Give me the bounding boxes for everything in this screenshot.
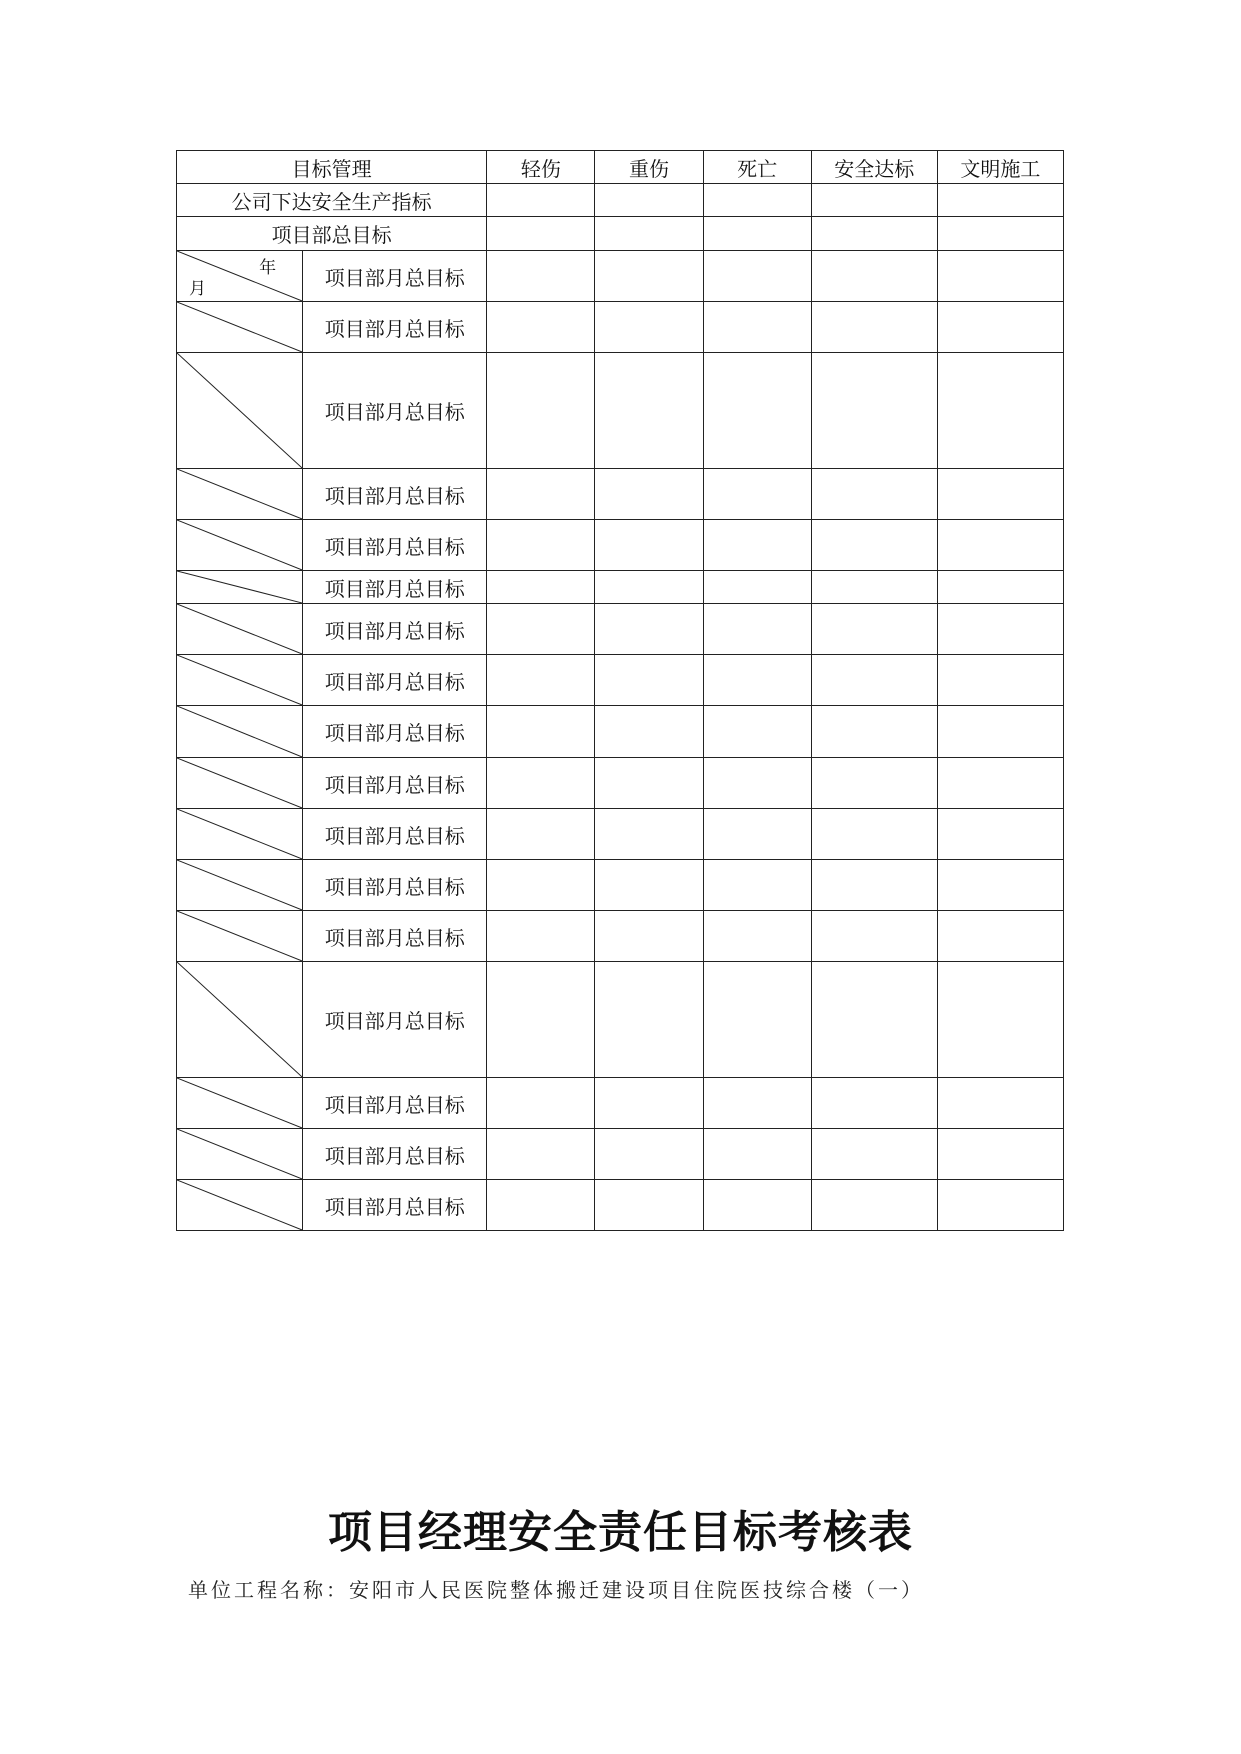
monthly-target-label: 项目部月总目标: [303, 604, 487, 655]
table-cell: [811, 302, 937, 353]
table-cell: [703, 520, 811, 571]
diagonal-header-cell: [177, 809, 303, 860]
table-cell: [487, 758, 595, 809]
table-cell: [703, 251, 811, 302]
header-target-management: 目标管理: [177, 151, 487, 184]
diagonal-header-cell: [177, 860, 303, 911]
table-cell: [595, 217, 703, 251]
table-cell: [937, 809, 1063, 860]
project-target-label: 项目部总目标: [177, 217, 487, 251]
table-cell: [595, 809, 703, 860]
table-cell: [595, 251, 703, 302]
table-cell: [703, 1129, 811, 1180]
diagonal-line: [177, 758, 302, 808]
table-cell: [595, 184, 703, 217]
table-cell: [937, 217, 1063, 251]
table-cell: [487, 469, 595, 520]
diagonal-header-cell: [177, 469, 303, 520]
project-name: 单位工程名称：安阳市人民医院整体搬迁建设项目住院医技综合楼（一）: [188, 1578, 924, 1602]
table-cell: [487, 655, 595, 706]
table-cell: [937, 184, 1063, 217]
diagonal-header-cell: [177, 962, 303, 1078]
table-cell: [487, 353, 595, 469]
table-cell: [487, 302, 595, 353]
monthly-target-label: 项目部月总目标: [303, 1180, 487, 1231]
table-cell: [487, 911, 595, 962]
year-label: 年: [259, 258, 277, 278]
diagonal-line: [177, 571, 302, 603]
table-cell: [703, 604, 811, 655]
monthly-target-label: 项目部月总目标: [303, 706, 487, 758]
monthly-target-label: 项目部月总目标: [303, 520, 487, 571]
table-cell: [937, 706, 1063, 758]
monthly-target-row: [177, 353, 1064, 469]
monthly-target-label: 项目部月总目标: [303, 860, 487, 911]
diagonal-line: [177, 302, 302, 352]
monthly-target-row: [177, 571, 1064, 604]
table-cell: [937, 469, 1063, 520]
diagonal-header-cell: [177, 302, 303, 353]
table-cell: [937, 758, 1063, 809]
header-death: 死亡: [703, 151, 811, 184]
diagonal-header-cell: [177, 706, 303, 758]
monthly-target-label: 项目部月总目标: [303, 469, 487, 520]
diagonal-header-cell: [177, 251, 303, 302]
monthly-target-label: 项目部月总目标: [303, 353, 487, 469]
table-cell: [937, 655, 1063, 706]
table-cell: [487, 520, 595, 571]
monthly-target-row: [177, 1180, 1064, 1231]
table-cell: [811, 1180, 937, 1231]
table-cell: [595, 353, 703, 469]
table-cell: [703, 809, 811, 860]
diagonal-header-cell: [177, 758, 303, 809]
project-target-row: [177, 217, 1064, 251]
table-cell: [595, 962, 703, 1078]
table-cell: [487, 1180, 595, 1231]
table-cell: [595, 302, 703, 353]
table-cell: [811, 520, 937, 571]
diagonal-line: [177, 1129, 302, 1179]
diagonal-line: [177, 353, 302, 468]
monthly-target-label: 项目部月总目标: [303, 655, 487, 706]
table-cell: [487, 860, 595, 911]
table-cell: [703, 706, 811, 758]
table-cell: [937, 962, 1063, 1078]
monthly-target-row: [177, 962, 1064, 1078]
monthly-target-row: [177, 655, 1064, 706]
table-cell: [703, 860, 811, 911]
table-cell: [811, 604, 937, 655]
diagonal-header-cell: [177, 911, 303, 962]
table-cell: [595, 655, 703, 706]
header-serious-injury: 重伤: [595, 151, 703, 184]
company-target-row: [177, 184, 1064, 217]
header-minor-injury: 轻伤: [487, 151, 595, 184]
monthly-target-row: [177, 860, 1064, 911]
diagonal-line: [177, 706, 302, 757]
table-cell: [937, 860, 1063, 911]
table-cell: [487, 706, 595, 758]
diagonal-header-cell: [177, 353, 303, 469]
table-cell: [703, 217, 811, 251]
monthly-target-row: [177, 469, 1064, 520]
table-cell: [595, 758, 703, 809]
diagonal-header-cell: [177, 520, 303, 571]
table-cell: [703, 1078, 811, 1129]
table-cell: [703, 184, 811, 217]
diagonal-header-cell: [177, 571, 303, 604]
table-cell: [595, 469, 703, 520]
table-cell: [487, 604, 595, 655]
monthly-target-label: 项目部月总目标: [303, 1129, 487, 1180]
table-cell: [703, 655, 811, 706]
table-cell: [811, 353, 937, 469]
monthly-target-label: 项目部月总目标: [303, 302, 487, 353]
table-cell: [487, 1078, 595, 1129]
table-cell: [595, 1078, 703, 1129]
table-cell: [595, 1180, 703, 1231]
table-cell: [595, 911, 703, 962]
diagonal-header-cell: [177, 1129, 303, 1180]
table-cell: [595, 860, 703, 911]
diagonal-line: [177, 911, 302, 961]
table-cell: [703, 1180, 811, 1231]
monthly-target-row: [177, 604, 1064, 655]
header-row: [177, 151, 1064, 184]
table-cell: [487, 1129, 595, 1180]
table-cell: [811, 911, 937, 962]
table-cell: [703, 571, 811, 604]
diagonal-header-cell: [177, 655, 303, 706]
table-cell: [811, 860, 937, 911]
diagonal-line: [177, 520, 302, 570]
target-management-table: [176, 150, 1064, 1231]
table-cell: [811, 1129, 937, 1180]
table-cell: [703, 469, 811, 520]
monthly-target-label: 项目部月总目标: [303, 1078, 487, 1129]
diagonal-header-cell: [177, 1078, 303, 1129]
monthly-target-row: [177, 706, 1064, 758]
page-title: 项目经理安全责任目标考核表: [328, 1507, 913, 1558]
table-cell: [811, 184, 937, 217]
header-safety-standard: 安全达标: [811, 151, 937, 184]
month-label: 月: [189, 279, 206, 299]
monthly-target-row: [177, 911, 1064, 962]
monthly-target-label: 项目部月总目标: [303, 758, 487, 809]
monthly-target-label: 项目部月总目标: [303, 911, 487, 962]
table-cell: [487, 217, 595, 251]
table-cell: [595, 706, 703, 758]
monthly-target-row: [177, 1078, 1064, 1129]
monthly-target-row: [177, 251, 1064, 302]
table-cell: [703, 911, 811, 962]
monthly-target-row: [177, 520, 1064, 571]
table-cell: [487, 809, 595, 860]
table-cell: [937, 1129, 1063, 1180]
diagonal-header-cell: [177, 604, 303, 655]
table-cell: [937, 604, 1063, 655]
table-cell: [937, 1180, 1063, 1231]
monthly-target-label: 项目部月总目标: [303, 809, 487, 860]
table-cell: [487, 184, 595, 217]
table-cell: [595, 520, 703, 571]
diagonal-line: [177, 1180, 302, 1230]
monthly-target-label: 项目部月总目标: [303, 962, 487, 1078]
table-cell: [703, 353, 811, 469]
diagonal-line: [177, 962, 302, 1077]
table-cell: [937, 520, 1063, 571]
table-cell: [811, 217, 937, 251]
table-cell: [487, 571, 595, 604]
table-cell: [937, 251, 1063, 302]
table-cell: [811, 706, 937, 758]
table-cell: [703, 962, 811, 1078]
diagonal-line: [177, 469, 302, 519]
table-cell: [937, 353, 1063, 469]
table-cell: [487, 251, 595, 302]
diagonal-line: [177, 1078, 302, 1128]
table-cell: [811, 655, 937, 706]
table-cell: [595, 571, 703, 604]
table-cell: [811, 758, 937, 809]
table-cell: [703, 758, 811, 809]
table-cell: [811, 1078, 937, 1129]
company-target-label: 公司下达安全生产指标: [177, 184, 487, 217]
monthly-target-row: [177, 758, 1064, 809]
monthly-target-row: [177, 809, 1064, 860]
table-cell: [487, 962, 595, 1078]
table-cell: [937, 302, 1063, 353]
diagonal-line: [177, 860, 302, 910]
diagonal-header-cell: [177, 1180, 303, 1231]
diagonal-line: [177, 655, 302, 705]
monthly-target-row: [177, 1129, 1064, 1180]
monthly-target-label: 项目部月总目标: [303, 251, 487, 302]
table-cell: [811, 809, 937, 860]
table-cell: [937, 571, 1063, 604]
table-cell: [811, 962, 937, 1078]
table-cell: [811, 469, 937, 520]
table-cell: [811, 571, 937, 604]
table-cell: [811, 251, 937, 302]
table-cell: [595, 1129, 703, 1180]
monthly-target-label: 项目部月总目标: [303, 571, 487, 604]
diagonal-line: [177, 604, 302, 654]
table-cell: [937, 1078, 1063, 1129]
table-cell: [703, 302, 811, 353]
table-cell: [937, 911, 1063, 962]
monthly-target-row: [177, 302, 1064, 353]
diagonal-line: [177, 809, 302, 859]
header-civilized-construction: 文明施工: [937, 151, 1063, 184]
table-cell: [595, 604, 703, 655]
